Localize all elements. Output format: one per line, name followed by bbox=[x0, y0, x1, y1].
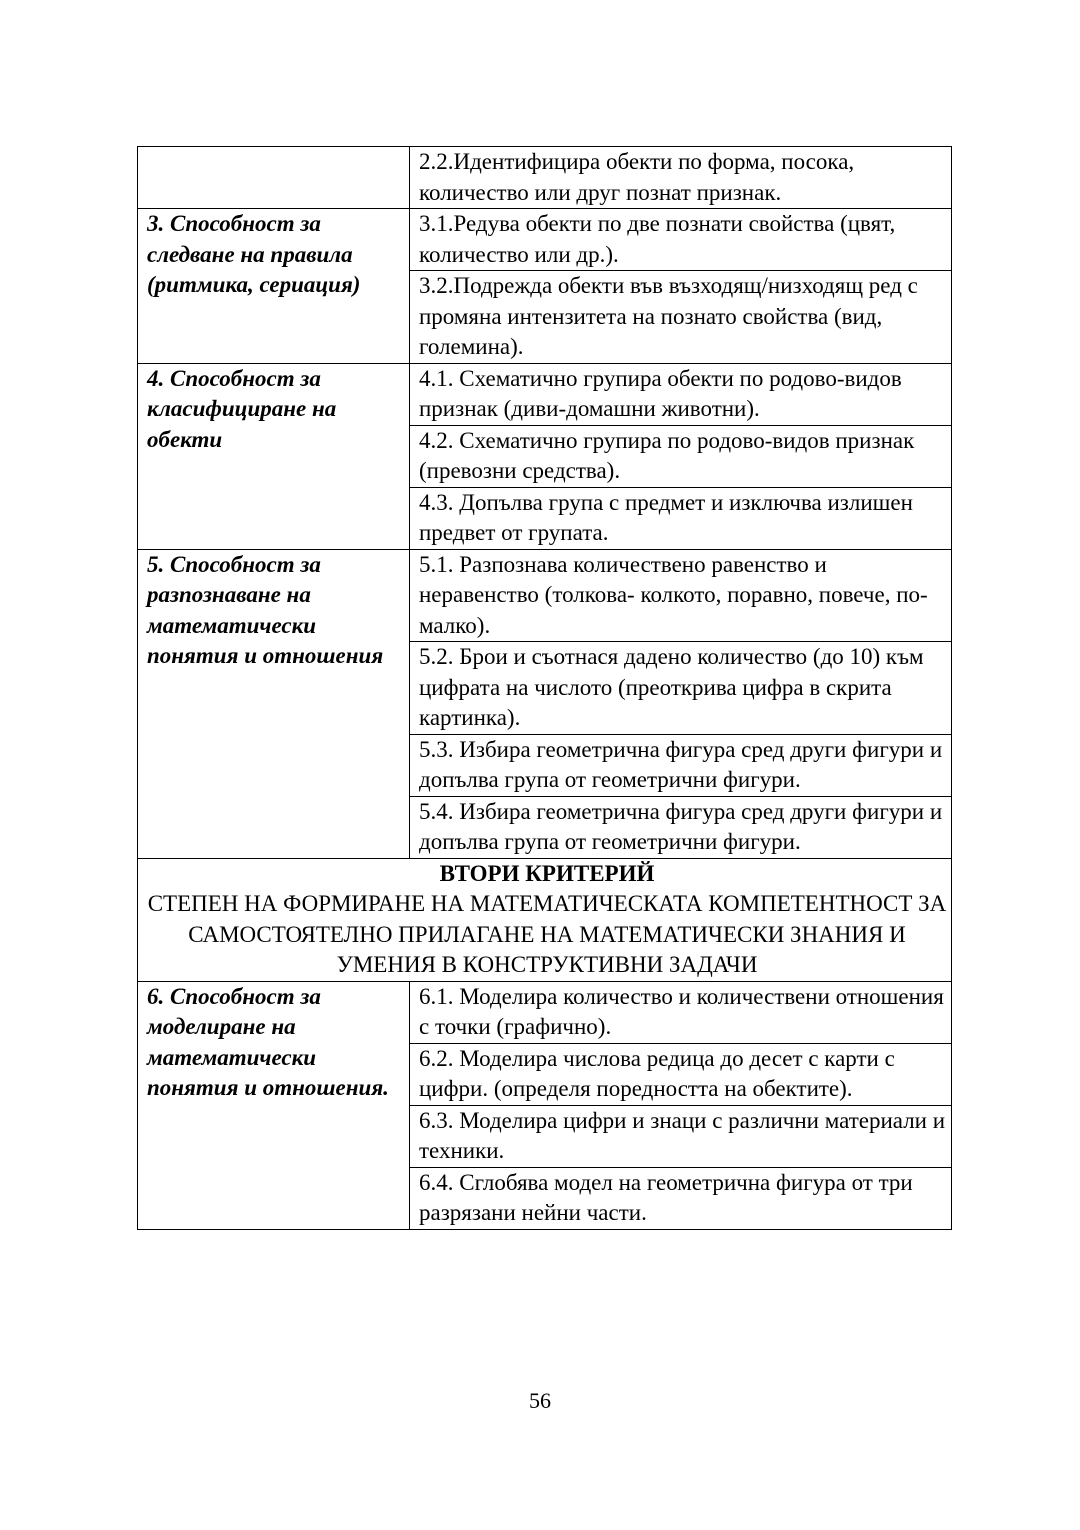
indicator-cell: 6.2. Моделира числова редица до десет с карти с цифри. (определя поредността на обектите). bbox=[410, 1043, 952, 1105]
indicator-cell: 6.1. Моделира количество и количествени отношения с точки (графично). bbox=[410, 981, 952, 1043]
table-row bbox=[138, 147, 952, 209]
indicator-cell: 5.2. Брои и съотнася дадено количество (до 10) към цифрата на числото (преоткрива цифра в скрита картинка). bbox=[410, 642, 952, 735]
table-row bbox=[138, 981, 952, 1043]
criterion-subtitle: СТЕПЕН НА ФОРМИРАНЕ НА МАТЕМАТИЧЕСКАТА КОМПЕТЕНТНОСТ ЗА САМОСТОЯТЕЛНО ПРИЛАГАНЕ НА МАТЕМАТИЧЕСКИ ЗНАНИЯ И УМЕНИЯ В КОНСТРУКТИВНИ ЗАДАЧИ bbox=[147, 891, 947, 977]
skill-cell bbox=[138, 147, 410, 209]
criterion-header bbox=[138, 858, 952, 981]
skill-cell: 5. Способност за разпознаване на математически понятия и отношения bbox=[138, 549, 410, 858]
indicator-cell: 5.3. Избира геометрична фигура сред други фигури и допълва група от геометрични фигури. bbox=[410, 734, 952, 796]
skill-cell: 3. Способност за следване на правила (ритмика, сериация) bbox=[138, 209, 410, 364]
indicator-cell: 6.3. Моделира цифри и знаци с различни материали и техники. bbox=[410, 1105, 952, 1167]
criterion-header-row bbox=[138, 858, 952, 981]
table-row bbox=[138, 363, 952, 425]
indicator-cell: 5.4. Избира геометрична фигура сред други фигури и допълва група от геометрични фигури. bbox=[410, 796, 952, 858]
table-row bbox=[138, 209, 952, 271]
criteria-table bbox=[137, 146, 952, 1230]
indicator-cell: 4.2. Схематично групира по родово-видов признак (превозни средства). bbox=[410, 425, 952, 487]
indicator-cell: 2.2.Идентифицира обекти по форма, посока, количество или друг познат признак. bbox=[410, 147, 952, 209]
table-row bbox=[138, 549, 952, 642]
skill-cell: 4. Способност за класифициране на обекти bbox=[138, 363, 410, 549]
indicator-cell: 5.1. Разпознава количествено равенство и неравенство (толкова- колкото, поравно, повече, по-малко). bbox=[410, 549, 952, 642]
page-number: 56 bbox=[529, 1388, 551, 1413]
indicator-cell: 4.1. Схематично групира обекти по родово-видов признак (диви-домашни животни). bbox=[410, 363, 952, 425]
criterion-title: ВТОРИ КРИТЕРИЙ bbox=[439, 860, 655, 886]
indicator-cell: 4.3. Допълва група с предмет и изключва излишен предвет от групата. bbox=[410, 487, 952, 549]
skill-cell: 6. Способност за моделиране на математически понятия и отношения. bbox=[138, 981, 410, 1229]
indicator-cell: 3.2.Подрежда обекти във възходящ/низходящ ред с промяна интензитета на познато свойства (вид, големина). bbox=[410, 271, 952, 364]
indicator-cell: 3.1.Редува обекти по две познати свойства (цвят, количество или др.). bbox=[410, 209, 952, 271]
indicator-cell: 6.4. Сглобява модел на геометрична фигура от три разрязани нейни части. bbox=[410, 1167, 952, 1229]
